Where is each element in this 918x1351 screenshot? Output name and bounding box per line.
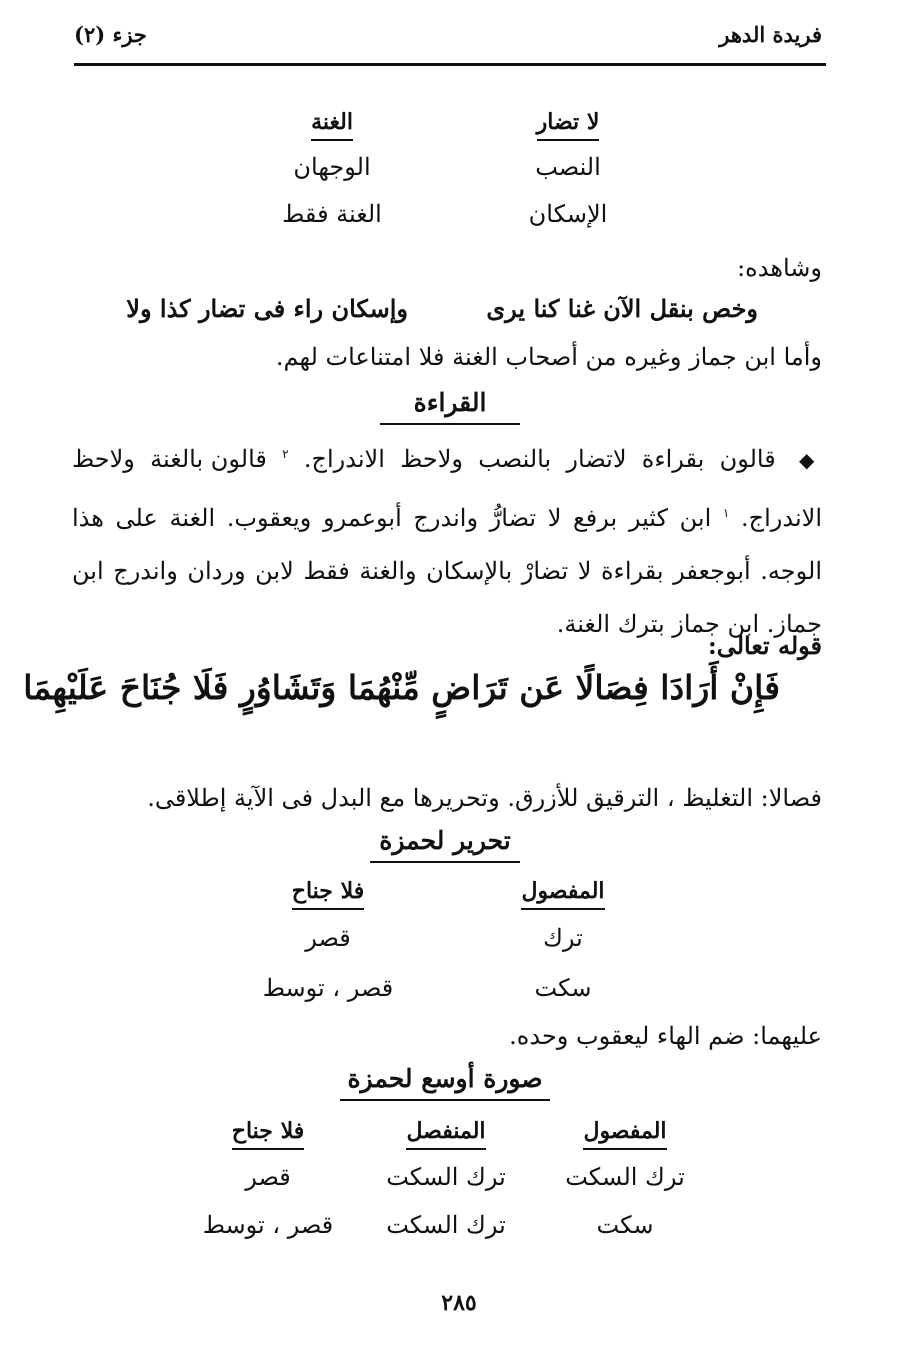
table3-cell: قصر — [245, 1163, 291, 1191]
ibn-jammaz-line: وأما ابن جماز وغيره من أصحاب الغنة فلا امتناعات لهم. — [275, 343, 822, 371]
header-rule — [74, 63, 826, 66]
table2-header-text-1: المفصول — [521, 878, 604, 910]
table3-cell: قصر ، توسط — [202, 1211, 334, 1239]
page-number: ٢٨٥ — [441, 1290, 477, 1316]
table2-cell: قصر ، توسط — [262, 974, 394, 1002]
table1-cell: الإسكان — [528, 200, 608, 228]
table1-header-text-2: الغنة — [311, 109, 353, 141]
poem-hemistich-right: وخص بنقل الآن غنا كنا يرى — [486, 294, 758, 323]
alayhima-line: عليهما: ضم الهاء ليعقوب وحده. — [509, 1022, 822, 1050]
diamond-bullet-icon: ◆ — [798, 448, 822, 472]
qiraa-heading — [380, 388, 520, 425]
table1-header-la-tudar — [488, 107, 648, 135]
qawluhu-label: قوله تعالى: — [707, 631, 822, 660]
table3-header-text-3: فلا جناح — [232, 1118, 304, 1150]
table1-cell: النصب — [535, 153, 601, 181]
hamza-heading — [370, 826, 520, 863]
table1-header-text-1: لا تضار — [537, 109, 600, 141]
hamza-heading-text: تحرير لحمزة — [379, 826, 511, 855]
qiraa-part-1: قالون بقراءة لاتضار بالنصب ولاحظ الاندراج. — [303, 445, 776, 473]
table2-header-mafsul — [483, 876, 643, 904]
table3-header-text-2: المنفصل — [406, 1118, 485, 1150]
table3-header-text-1: المفصول — [583, 1118, 666, 1150]
qiraa-part-3: ابن كثير برفع لا تضارُّ واندرج أبوعمرو ويعقوب. الغنة على هذا الوجه. أبوجعفر بقراءة لا تضارْ بالإسكان والغنة فقط لابن وردان واندرج ابن جماز. ابن جماز بترك الغنة. — [72, 504, 822, 638]
table2-cell: ترك — [543, 924, 583, 952]
qiraa-heading-text: القراءة — [413, 388, 487, 417]
header-part-number: جزء (٢) — [74, 22, 147, 47]
table1-header-ghunna — [252, 107, 412, 135]
footnote-marker-2: ٢ — [282, 447, 289, 461]
fisalan-line: فصالا: التغليظ ، الترقيق للأزرق. وتحريرها مع البدل فى الآية إطلاقى. — [147, 784, 822, 812]
wide-hamza-heading-text: صورة أوسع لحمزة — [347, 1064, 543, 1093]
qiraa-part-2: قالون بالغنة ولاحظ الاندراج. — [72, 445, 822, 532]
table3-cell: ترك السكت — [386, 1211, 506, 1239]
table3-cell: سكت — [596, 1211, 654, 1239]
table1-cell: الغنة فقط — [282, 200, 382, 228]
poem-hemistich-left: وإسكان راء فى تضار كذا ولا — [126, 294, 408, 323]
wide-hamza-heading — [340, 1064, 550, 1101]
footnote-marker-1: ١ — [722, 506, 730, 520]
table2-cell: قصر — [305, 924, 351, 952]
header-book-title: فريدة الدهر — [719, 22, 822, 47]
table2-header-fala-junah — [248, 876, 408, 904]
table3-header-mafsul — [545, 1116, 705, 1144]
quran-verse: فَإِنْ أَرَادَا فِصَالًا عَن تَرَاضٍ مِّنْهُمَا وَتَشَاوُرٍ فَلَا جُنَاحَ عَلَيْهِمَا — [23, 668, 780, 707]
table3-header-fala-junah — [188, 1116, 348, 1144]
table3-header-munfasil — [366, 1116, 526, 1144]
shahid-label: وشاهده: — [737, 254, 822, 282]
table1-cell: الوجهان — [293, 153, 371, 181]
table3-cell: ترك السكت — [565, 1163, 685, 1191]
table2-cell: سكت — [534, 974, 592, 1002]
table3-cell: ترك السكت — [386, 1163, 506, 1191]
table2-header-text-2: فلا جناح — [292, 878, 364, 910]
qiraa-paragraph — [72, 428, 822, 651]
